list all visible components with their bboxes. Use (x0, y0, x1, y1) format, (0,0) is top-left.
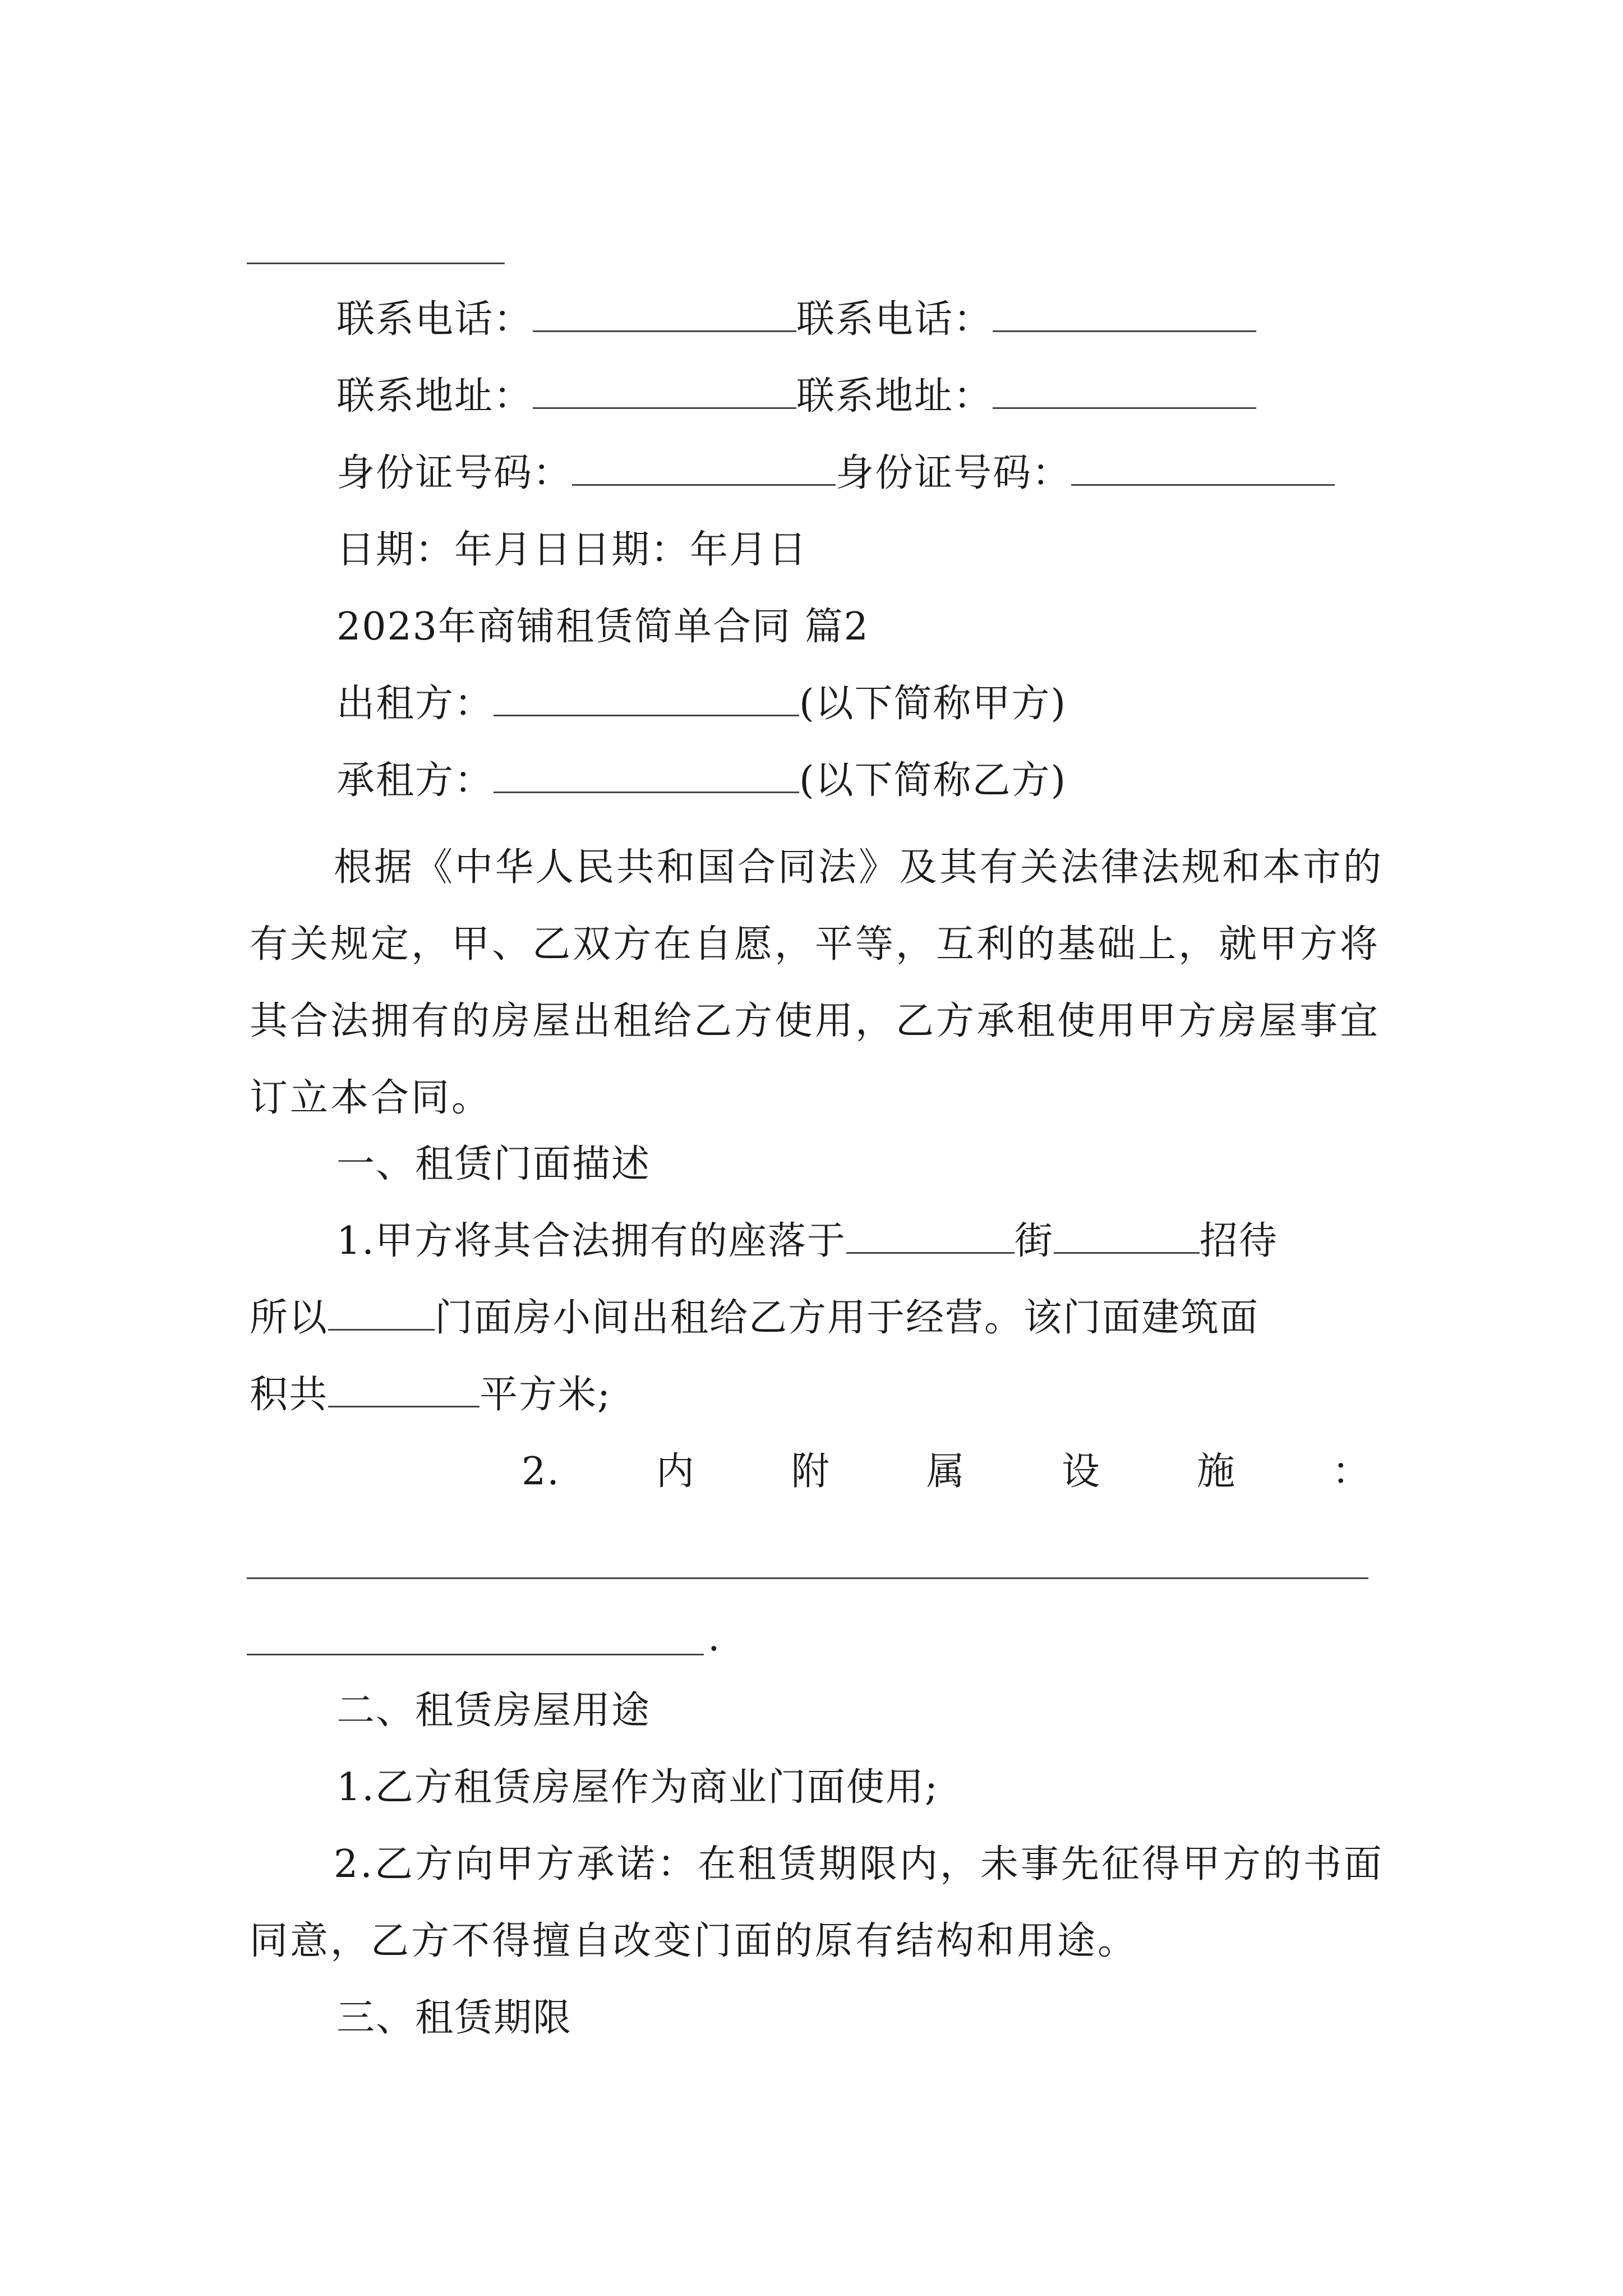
item2-char: 属 (926, 1450, 966, 1494)
lessee-blank[interactable] (494, 757, 799, 793)
item1-text-f: 积共 (250, 1373, 329, 1417)
id-blank-b[interactable] (1071, 449, 1335, 486)
facilities-end-period: . (708, 1616, 721, 1660)
section2-title: 二、租赁房屋用途 (336, 1688, 651, 1733)
section1-item2-line (522, 1444, 1371, 1500)
id-number-line (336, 445, 1335, 501)
lessee-line (336, 753, 1067, 809)
address-label-b: 联系地址： (796, 374, 993, 418)
address-label-a: 联系地址： (336, 374, 533, 418)
id-blank-a[interactable] (572, 449, 836, 486)
address-blank-b[interactable] (993, 372, 1256, 409)
item2-char: 2. (522, 1450, 560, 1494)
section1-item1-line2 (250, 1290, 1259, 1346)
address-blank-a[interactable] (533, 372, 796, 409)
item1-text-b: 街 (1014, 1219, 1054, 1263)
date-line: 日期：年月日日期：年月日 (336, 528, 808, 572)
contract-heading: 2023年商铺租赁简单合同 篇2 (336, 605, 869, 649)
lessor-line (336, 676, 1067, 732)
section1-item1-line1 (336, 1213, 1278, 1269)
intro-paragraph: 根据《中华人民共和国合同法》及其有关法律法规和本市的有关规定，甲、乙双方在自愿，平等，互利的基础上，就甲方将其合法拥有的房屋出租给乙方使用，乙方承租使用甲方房屋事宜订立本合同。 (250, 845, 1384, 1120)
facilities-blank-line1[interactable] (247, 1577, 1368, 1579)
lessor-label: 出租方： (336, 682, 494, 726)
contact-phone-line (336, 292, 1256, 348)
unit-blank[interactable] (328, 1294, 435, 1331)
lessee-suffix: (以下简称乙方) (799, 758, 1067, 803)
contact-address-line (336, 369, 1256, 425)
section2-item2: 2.乙方向甲方承诺：在租赁期限内，未事先征得甲方的书面同意，乙方不得擅自改变门面的原有结构和用途。 (250, 1842, 1384, 1963)
facilities-blank-line2[interactable] (247, 1654, 704, 1655)
phone-blank-b[interactable] (993, 296, 1256, 332)
item2-char: 施 (1196, 1450, 1236, 1494)
section3-title: 三、租赁期限 (336, 1996, 573, 2040)
section2-item1: 1.乙方租赁房屋作为商业门面使用; (336, 1765, 939, 1810)
item1-text-d: 所以 (250, 1296, 329, 1340)
item1-text-c: 招待 (1199, 1219, 1278, 1263)
lessor-suffix: (以下简称甲方) (799, 682, 1067, 726)
street-blank[interactable] (1054, 1217, 1200, 1254)
item1-text-g: 平方米; (479, 1373, 611, 1417)
lessor-blank[interactable] (494, 680, 799, 716)
item2-char: 附 (791, 1450, 831, 1494)
id-label-b: 身份证号码： (836, 451, 1072, 495)
phone-label-a: 联系电话： (336, 297, 533, 342)
item1-text-a: 1.甲方将其合法拥有的座落于 (336, 1219, 846, 1263)
location-blank[interactable] (846, 1217, 1015, 1254)
section1-item1-line3 (250, 1367, 611, 1423)
phone-blank-a[interactable] (533, 296, 796, 332)
lessee-label: 承租方： (336, 758, 494, 803)
item1-text-e: 门面房小间出租给乙方用于经营。该门面建筑面 (435, 1296, 1260, 1340)
item2-char: 设 (1061, 1450, 1101, 1494)
top-blank-line (247, 263, 505, 264)
phone-label-b: 联系电话： (796, 297, 993, 342)
section1-title: 一、租赁门面描述 (336, 1142, 651, 1186)
id-label-a: 身份证号码： (336, 451, 573, 495)
item2-char: ： (1331, 1450, 1371, 1494)
item2-char: 内 (656, 1450, 695, 1494)
area-blank[interactable] (328, 1371, 479, 1407)
